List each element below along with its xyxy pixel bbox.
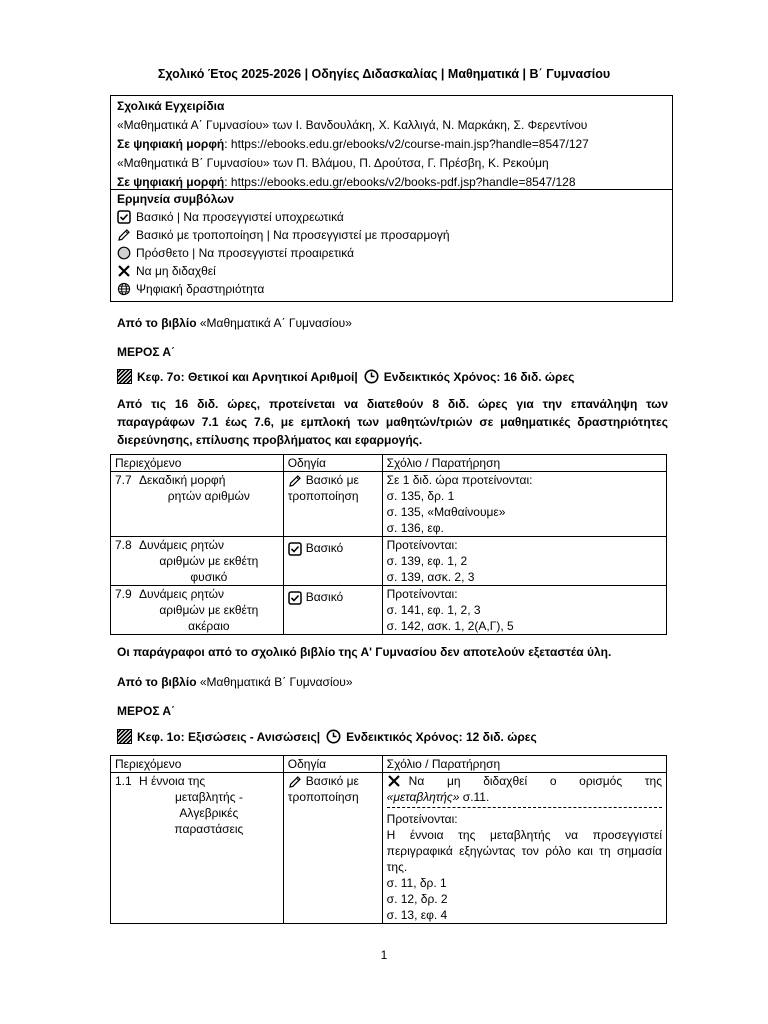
page-title: Σχολικό Έτος 2025-2026 | Οδηγίες Διδασκαλίας | Μαθηματικά | Β΄ Γυμνασίου	[157, 67, 611, 81]
checkbox-icon	[288, 591, 302, 605]
guide-label: Βασικό	[305, 590, 344, 604]
chapter-heading-b	[117, 729, 668, 744]
table-row	[111, 472, 667, 537]
digital-label: Σε ψηφιακή μορφή	[117, 137, 225, 151]
comment-line: Προτείνονται:	[386, 587, 458, 601]
topic-line: Η έννοια της	[139, 774, 206, 788]
comment-line: σ. 12, δρ. 2	[386, 892, 448, 906]
textbooks-heading: Σχολικά Εγχειρίδια	[117, 99, 225, 113]
globe-icon	[117, 282, 131, 296]
comment-cell	[382, 773, 666, 924]
topic-line: ρητών αριθμών	[167, 489, 250, 503]
comment-line: σ. 141, εφ. 1, 2, 3	[386, 603, 481, 617]
paragraph-number: 7.8	[115, 538, 132, 552]
guide-cell	[283, 586, 382, 635]
topic-line: Δυνάμεις ρητών	[139, 587, 225, 601]
pencil-icon	[117, 228, 131, 242]
paragraph-number: 1.1	[115, 774, 132, 788]
content-cell	[111, 586, 284, 635]
content-cell	[111, 537, 284, 586]
part-heading-a: ΜΕΡΟΣ Α΄	[117, 345, 176, 359]
pencil-icon	[288, 775, 302, 789]
cross-icon	[387, 774, 401, 788]
checkbox-icon	[117, 210, 131, 224]
guide-label: τροποποίηση	[287, 489, 359, 503]
topic-line: ακέραιο	[188, 619, 230, 633]
topic-line: φυσικό	[190, 570, 228, 584]
col-guide: Οδηγία	[283, 455, 382, 472]
paragraph-number: 7.7	[115, 473, 132, 487]
comment-line: σ. 139, ασκ. 2, 3	[386, 570, 475, 584]
content-cell	[111, 472, 284, 537]
from-book-label: Από το βιβλίο	[117, 675, 197, 689]
pencil-icon	[288, 474, 302, 488]
table-row	[111, 586, 667, 635]
comment-cell	[382, 537, 666, 586]
paragraph-number: 7.9	[115, 587, 132, 601]
comment-paragraph: Η έννοια της μεταβλητής να προσεγγιστεί περιγραφικά εξηγώντας τον ρόλο και τη σημασία της.	[386, 828, 662, 874]
comment-cell	[382, 586, 666, 635]
guide-label: Βασικό με	[305, 473, 359, 487]
table-header	[111, 756, 667, 773]
table-header	[111, 455, 667, 472]
book-a-digital	[117, 135, 666, 154]
checkbox-icon	[288, 542, 302, 556]
book-a-info: «Μαθηματικά Α΄ Γυμνασίου» των Ι. Βανδουλάκη, Χ. Καλλιγά, Ν. Μαρκάκη, Σ. Φερεντίνου	[117, 118, 588, 132]
book-title: «Μαθηματικά Β΄ Γυμνασίου»	[196, 675, 353, 689]
from-book-label: Από το βιβλίο	[117, 316, 197, 330]
col-content: Περιεχόμενο	[111, 756, 284, 773]
comment-line: Προτείνονται:	[386, 812, 458, 826]
legend-label: Βασικό με τροποποίηση | Να προσεγγιστεί με προσαρμογή	[136, 228, 450, 242]
legend-label: Βασικό | Να προσεγγιστεί υποχρεωτικά	[136, 210, 344, 224]
clock-icon	[364, 369, 379, 384]
guide-label: Βασικό	[305, 541, 344, 555]
legend-item-excluded	[117, 262, 666, 280]
book-a-link[interactable]: : https://ebooks.edu.gr/ebooks/v2/course-main.jsp?handle=8547/127	[224, 137, 589, 151]
comment-line: σ. 136, εφ.	[386, 521, 444, 535]
chapter-heading-a	[117, 369, 668, 384]
part-heading-b: ΜΕΡΟΣ Α΄	[117, 704, 176, 718]
legend-label: Ψηφιακή δραστηριότητα	[136, 282, 265, 296]
chapter-time: Ενδεικτικός Χρόνος: 16 διδ. ώρες	[383, 369, 575, 384]
page-number: 1	[380, 948, 388, 962]
comment-line: σ. 13, εφ. 4	[386, 908, 448, 922]
source-book-b	[117, 675, 668, 689]
exam-note: Οι παράγραφοι από το σχολικό βιβλίο της Α' Γυμνασίου δεν αποτελούν εξεταστέα ύλη.	[117, 645, 612, 659]
book-b-link[interactable]: : https://ebooks.edu.gr/ebooks/v2/books-pdf.jsp?handle=8547/128	[224, 175, 576, 189]
legend-box	[110, 190, 673, 302]
chapter-title: Κεφ. 1ο: Εξισώσεις - Ανισώσεις|	[137, 729, 321, 744]
table-row	[111, 773, 667, 924]
clock-icon	[326, 729, 341, 744]
guide-label: Βασικό με	[305, 774, 359, 788]
col-comment: Σχόλιο / Παρατήρηση	[382, 756, 666, 773]
cross-icon	[117, 264, 131, 278]
topic-line: Δυνάμεις ρητών	[139, 538, 225, 552]
emphasis: «μεταβλητής»	[386, 790, 460, 804]
legend-item-basic	[117, 208, 666, 226]
topic-line: μεταβλητής -	[174, 790, 243, 804]
comment-line: σ. 11, δρ. 1	[386, 876, 447, 890]
table-row	[111, 537, 667, 586]
guide-cell	[283, 472, 382, 537]
book-b-info: «Μαθηματικά Β΄ Γυμνασίου» των Π. Βλάμου, Π. Δρούτσα, Γ. Πρέσβη, Κ. Ρεκούμη	[117, 156, 549, 170]
intro-paragraph: Από τις 16 διδ. ώρες, προτείνεται να διατεθούν 8 διδ. ώρες για την επανάληψη των παραγράφων 7.1 έως 7.6, με εμπλοκή των μαθητών/τριών σε μαθηματικές δραστηριότητες διερεύνησης, επίλυσης προβλήματος και εφαρμογής.	[117, 397, 668, 447]
exclusion-text: Να μη διδαχθεί ο ορισμός της	[408, 774, 662, 788]
comment-line: σ. 139, εφ. 1, 2	[386, 554, 468, 568]
col-comment: Σχόλιο / Παρατήρηση	[382, 455, 666, 472]
exclusion-ref: σ.11.	[459, 790, 490, 804]
guidance-table-a	[110, 454, 667, 635]
chapter-title: Κεφ. 7ο: Θετικοί και Αρνητικοί Αριθμοί|	[137, 369, 358, 384]
book-title: «Μαθηματικά Α΄ Γυμνασίου»	[196, 316, 352, 330]
exclusion-text-cont	[387, 789, 662, 805]
chapter-marker-icon	[117, 369, 132, 384]
source-book-a	[117, 316, 668, 330]
guide-cell	[283, 537, 382, 586]
legend-label: Πρόσθετο | Να προσεγγιστεί προαιρετικά	[136, 246, 355, 260]
col-guide: Οδηγία	[283, 756, 382, 773]
topic-line: παραστάσεις	[174, 822, 244, 836]
chapter-time: Ενδεικτικός Χρόνος: 12 διδ. ώρες	[346, 729, 537, 744]
col-content: Περιεχόμενο	[111, 455, 284, 472]
guidance-table-b	[110, 755, 667, 924]
comment-line: σ. 135, «Μαθαίνουμε»	[386, 505, 506, 519]
digital-label: Σε ψηφιακή μορφή	[117, 175, 225, 189]
legend-label: Να μη διδαχθεί	[136, 264, 216, 278]
topic-line: Αλγεβρικές	[179, 806, 239, 820]
topic-line: Δεκαδική μορφή	[139, 473, 226, 487]
comment-line: σ. 135, δρ. 1	[386, 489, 455, 503]
textbooks-box	[110, 95, 673, 190]
chapter-marker-icon	[117, 729, 132, 744]
content-cell	[111, 773, 284, 924]
guide-cell	[283, 773, 382, 924]
topic-line: αριθμών με εκθέτη	[159, 603, 259, 617]
legend-item-digital	[117, 280, 666, 298]
legend-heading: Ερμηνεία συμβόλων	[117, 192, 235, 206]
guide-label: τροποποίηση	[287, 790, 359, 804]
dashed-divider	[387, 807, 662, 808]
topic-line: αριθμών με εκθέτη	[159, 554, 259, 568]
legend-item-additional	[117, 244, 666, 262]
comment-line: σ. 142, ασκ. 1, 2(Α,Γ), 5	[386, 619, 514, 633]
comment-line: Προτείνονται:	[386, 538, 458, 552]
legend-item-modified	[117, 226, 666, 244]
comment-cell	[382, 472, 666, 537]
circle-icon	[117, 246, 131, 260]
comment-line: Σε 1 διδ. ώρα προτείνονται:	[386, 473, 533, 487]
